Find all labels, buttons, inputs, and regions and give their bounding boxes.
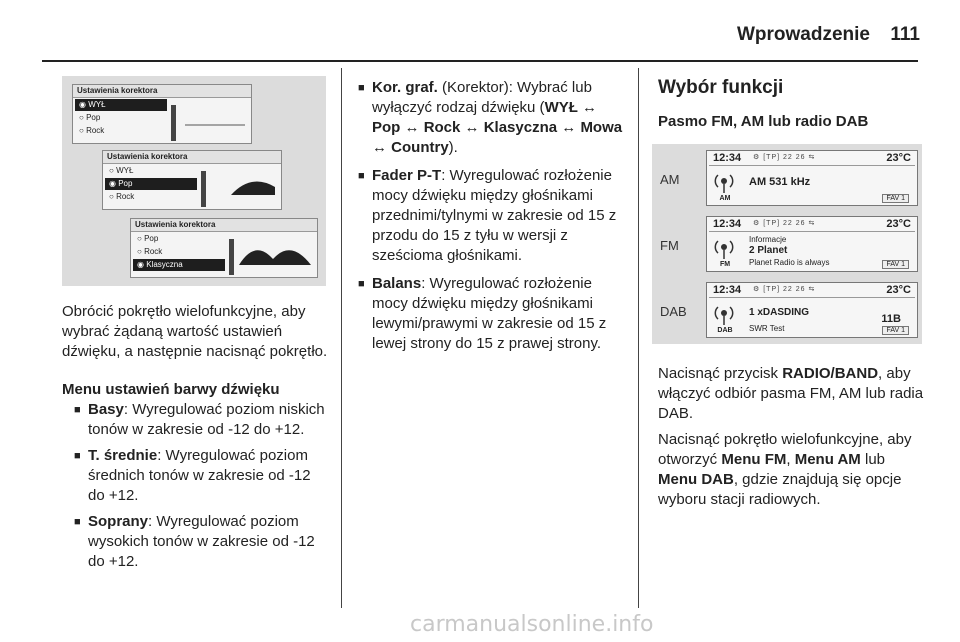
band-label-dab: DAB [660,304,687,319]
eq-option-wyl: ○ WYŁ [109,166,134,175]
fav-label: FAV 1 [882,326,909,335]
temperature: 23°C [886,284,911,296]
radio-screen-dab [706,282,918,338]
source-label: AM [719,195,731,202]
status-icons: ⚙ [TP] 22 26 ⇆ [753,154,816,161]
menu-heading: Menu ustawień barwy dźwięku [62,381,280,398]
page-header [0,12,960,60]
eq-option-pop: ○ Pop [137,234,159,243]
right-column-body [658,364,926,510]
list-item-basy: ■ Basy: Wyregulować poziom niskich tonów w zakresie od -12 do +12. [74,400,330,440]
clock: 12:34 [713,218,742,230]
list-item-srednie: ■ T. średnie: Wyregulować poziom średnich tonów w zakresie od -12 do +12. [74,446,330,506]
eq-option-pop: ◉ Pop [105,178,197,190]
eq-curve-classical [237,235,313,269]
station-name: 1 xDASDING [749,307,810,318]
subheading: Pasmo FM, AM lub radio DAB [658,113,869,130]
band-label-am: AM [660,172,680,187]
eq-window-title: Ustawienia korektora [103,151,281,164]
eq-scrollbar [229,239,234,275]
radio-screen-am [706,150,918,206]
radio-text: Planet Radio is always [749,258,830,267]
eq-window-title: Ustawienia korektora [131,219,317,232]
band-label-fm: FM [660,238,679,253]
list-item-balans: ■ Balans: Wyregulować rozłożenie mocy dźwięku między głośnikami lewymi/prawymi w zakresie od 15 z lewej strony do 15 z prawej strony. [358,274,628,354]
fav-label: FAV 1 [882,260,909,269]
radio-screen-fm [706,216,918,272]
section-heading: Wybór funkcji [658,77,784,98]
eq-option-pop: ○ Pop [79,113,101,122]
paragraph-menu: Nacisnąć pokrętło wielofunkcyjne, aby otworzyć Menu FM, Menu AM lub Menu DAB, gdzie znajdują się opcje wyboru stacji radiowych. [658,431,912,508]
eq-scrollbar [171,105,176,141]
right-column-header [658,78,926,132]
eq-option-rock: ○ Rock [79,126,105,135]
radio-figure [652,144,922,344]
temperature: 23°C [886,152,911,164]
info-line: Informacje [749,235,787,244]
eq-option-rock: ○ Rock [137,247,163,256]
watermark: carmanualsonline.info [410,612,654,637]
middle-column [358,78,628,354]
source-label: DAB [717,327,733,334]
equalizer-figure [62,76,326,286]
column-divider-2 [638,68,639,608]
left-column [62,302,330,572]
paragraph-radio-band: Nacisnąć przycisk RADIO/BAND, aby włączyć odbiór pasma FM, AM lub radia DAB. [658,365,924,422]
source-label: FM [719,261,731,268]
eq-window-3 [130,218,318,278]
status-icons: ⚙ [TP] 22 26 ⇆ [753,220,816,227]
page-number: 111 [890,24,920,45]
eq-option-klasyczna: ◉ Klasyczna [133,259,225,271]
eq-window-1 [72,84,252,144]
list-item-soprany: ■ Soprany: Wyregulować poziom wysokich tonów w zakresie od -12 do +12. [74,512,330,572]
list-item-kor-graf: ■ Kor. graf. (Korektor): Wybrać lub wyłączyć rodzaj dźwięku (WYŁ ↔ Pop ↔ Rock ↔ Klasyczna ↔ Mowa ↔ Country). [358,78,628,158]
fav-label: FAV 1 [882,194,909,203]
header-rule [42,60,918,62]
eq-option-rock: ○ Rock [109,192,135,201]
station-name: 2 Planet [749,245,788,256]
eq-scrollbar [201,171,206,207]
list-item-fader: ■ Fader P-T: Wyregulować rozłożenie mocy dźwięku między głośnikami przednimi/tylnymi w zakresie od 15 z przodu do 15 z tyłu w wersji z sześcioma głośnikami. [358,166,628,266]
eq-curve-pop [211,167,277,201]
clock: 12:34 [713,284,742,296]
temperature: 23°C [886,218,911,230]
eq-window-title: Ustawienia korektora [73,85,251,98]
column-divider-1 [341,68,342,608]
status-icons: ⚙ [TP] 22 26 ⇆ [753,286,816,293]
section-title: Wprowadzenie [736,24,870,45]
intro-paragraph: Obrócić pokrętło wielofunkcyjne, aby wybrać żądaną wartość ustawień dźwięku, a następnie nacisnąć pokrętło. [62,303,328,360]
eq-window-2 [102,150,282,210]
radio-text: SWR Test [749,324,785,333]
frequency: AM 531 kHz [749,176,811,188]
eq-curve-flat [183,115,247,135]
eq-option-wyl: ◉ WYŁ [75,99,167,111]
channel: 11B [881,313,901,325]
clock: 12:34 [713,152,742,164]
